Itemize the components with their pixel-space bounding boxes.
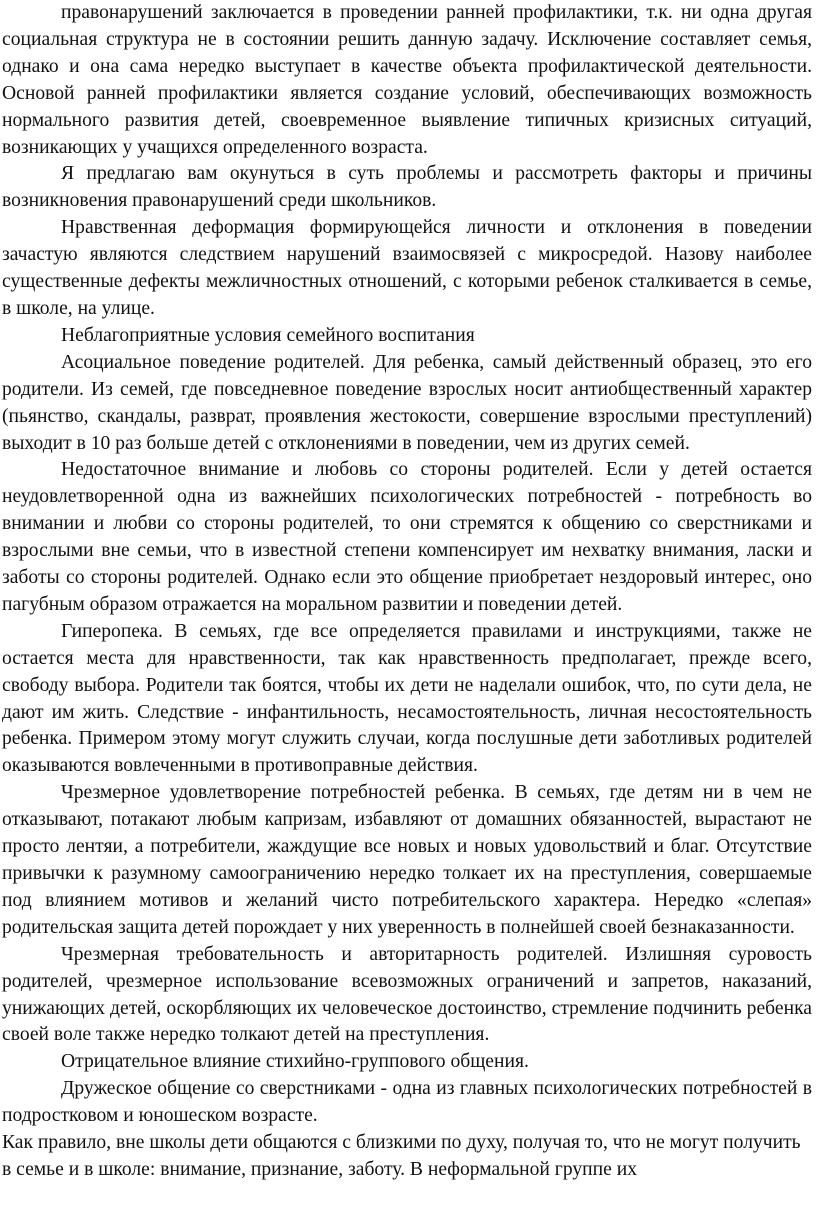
paragraph-early-prevention: правонарушений заключается в проведении ранней профилактики, т.к. ни одна другая социальная структура не в состоянии решить данную задачу. Исключение составляет семья, однако и она сама нередко выступает в качестве объекта профилактической деятельности. Основой ранней профилактики является создание условий, обеспечивающих возможность нормального развития детей, своевременное выявление типичных кризисных ситуаций, возникающих у учащихся определенного возраста.: [2, 2, 812, 158]
paragraph-asocial-parents: Асоциальное поведение родителей. Для ребенка, самый действенный образец, это его родители. Из семей, где повседневное поведение взрослых носит антиобщественный характер (пьянство, скандалы, разврат, проявления жестокости, совершение взрослыми преступлений) выходит в 10 раз больше детей с отклонениями в поведении, чем из других семей.: [2, 351, 812, 454]
paragraph-overprotection: Гиперопека. В семьях, где все определяется правилами и инструкциями, также не остается места для нравственности, так как нравственность предполагает, прежде всего, свободу выбора. Родители так боятся, чтобы их дети не наделали ошибок, что, по сути дела, не дают им жить. Следствие - инфантильность, несамостоятельность, личная несостоятельность ребенка. Примером этому могут служить случаи, когда послушные дети заботливых родителей оказываются вовлеченными в противоправные действия.: [2, 620, 812, 777]
section-heading-group-communication: Отрицательное влияние стихийно-группового общения.: [61, 1051, 529, 1073]
section-heading-family-conditions: Неблагоприятные условия семейного воспитания: [61, 324, 475, 346]
paragraph-invitation: Я предлагаю вам окунуться в суть проблемы и рассмотреть факторы и причины возникновения правонарушений среди школьников.: [2, 163, 812, 212]
paragraph-outside-school: Как правило, вне школы дети общаются с близкими по духу, получая то, что не могут получить в семье и в школе: внимание, признание, заботу. В неформальной группе их: [2, 1132, 801, 1180]
paragraph-moral-deformation: Нравственная деформация формирующейся личности и отклонения в поведении зачастую являются следствием нарушений взаимосвязей с микросредой. Назову наиболее существенные дефекты межличностных отношений, с которыми ребенок сталкивается в семье, в школе, на улице.: [2, 217, 812, 319]
paragraph-excessive-satisfaction: Чрезмерное удовлетворение потребностей ребенка. В семьях, где детям ни в чем не отказывают, потакают любым капризам, избавляют от домашних обязанностей, вырастают не просто лентяи, а потребители, жаждущие все новых и новых удовольствий и благ. Отсутствие привычки к разумному самоограничению нередко толкает их на преступления, совершаемые под влиянием мотивов и желаний чисто потребительского характера. Нередко «слепая» родительская защита детей порождает у них уверенность в полнейшей своей безнаказанности.: [2, 782, 812, 938]
paragraph-authoritarian-parents: Чрезмерная требовательность и авторитарность родителей. Излишняя суровость родителей, чрезмерное использование всевозможных ограничений и запретов, наказаний, унижающих детей, оскорбляющих их человеческое достоинство, стремление подчинить ребенка своей воле также нередко толкают детей на преступления.: [2, 943, 812, 1046]
paragraph-insufficient-attention: Недостаточное внимание и любовь со стороны родителей. Если у детей остается неудовлетворенной одна из важнейших психологических потребностей - потребность во внимании и любви со стороны родителей, то они стремятся к общению со сверстниками и взрослыми вне семьи, что в известной степени компенсирует им нехватку внимания, ласки и заботы со стороны родителей. Однако если это общение приобретает нездоровый интерес, оно пагубным образом отражается на моральном развитии и поведении детей.: [2, 459, 812, 615]
paragraph-peer-communication: Дружеское общение со сверстниками - одна из главных психологических потребностей в подростковом и юношеском возрасте.: [2, 1078, 812, 1127]
